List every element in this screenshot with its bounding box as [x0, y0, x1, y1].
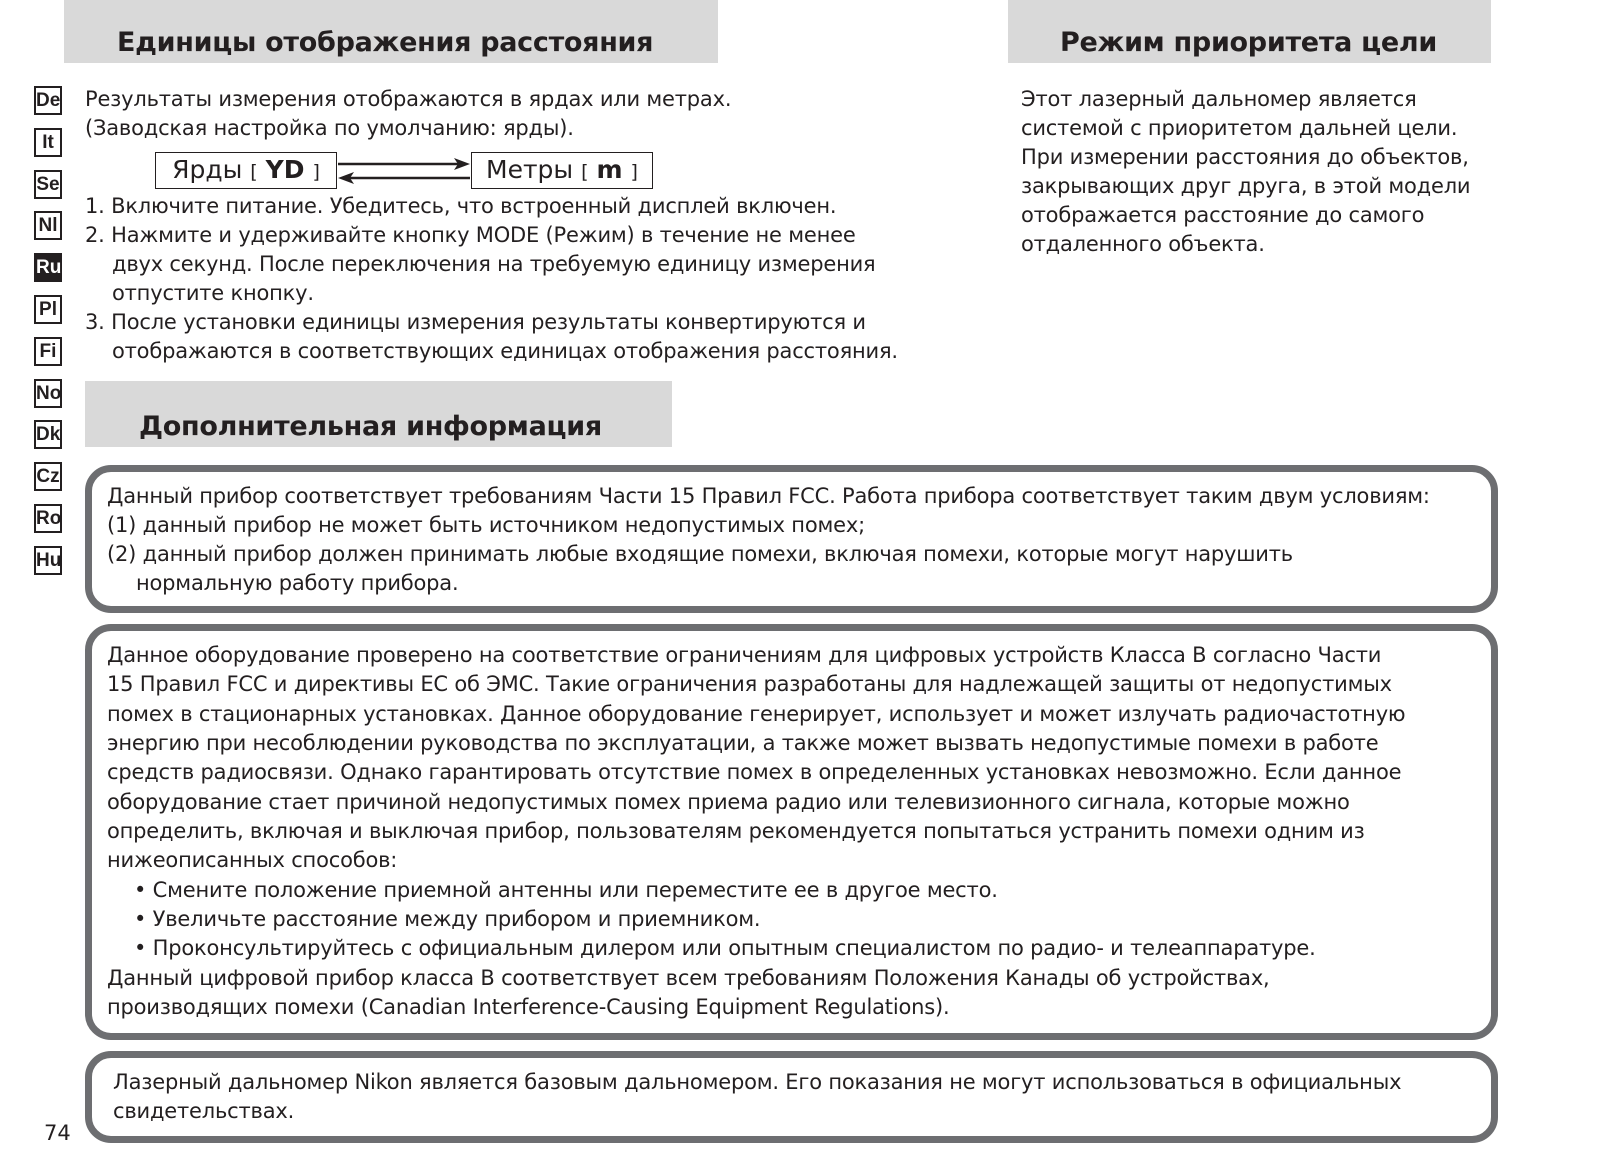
fcc-line-3: (2) данный прибор должен принимать любые входящие помехи, включая помехи, которые могут нарушить [107, 542, 1293, 566]
priority-line-5: отображается расстояние до самого [1021, 203, 1425, 227]
units-step-3: 3. После установки единицы измерения результаты конвертируются и [85, 310, 866, 334]
units-step-3-cont: отображаются в соответствующих единицах отображения расстояния. [112, 339, 898, 363]
emc-line-4: энергию при несоблюдении руководства по эксплуатации, а также может вызвать недопустимые помехи в работе [107, 731, 1379, 755]
yards-label: Ярды [172, 155, 243, 184]
emc-canada-line-1: Данный цифровой прибор класса B соответствует всем требованиям Положения Канады об устройствах, [107, 966, 1270, 990]
lang-tab-cz: Cz [34, 462, 62, 491]
yards-symbol: YD [265, 155, 305, 184]
lang-tab-ro: Ro [34, 504, 62, 533]
lang-tab-pl: Pl [34, 295, 62, 324]
yards-unit-box [155, 152, 337, 189]
fcc-line-1: Данный прибор соответствует требованиям Части 15 Правил FCC. Работа прибора соответствует таким двум условиям: [107, 484, 1430, 508]
meters-label: Метры [486, 155, 574, 184]
meters-bracket-close: ] [630, 161, 638, 183]
units-step-2-cont-2: отпустите кнопку. [112, 281, 314, 305]
priority-line-4: закрывающих друг друга, в этой модели [1021, 174, 1471, 198]
lang-tab-ru: Ru [34, 253, 62, 282]
priority-line-2: системой с приоритетом дальней цели. [1021, 116, 1458, 140]
meters-symbol: m [596, 155, 623, 184]
priority-line-1: Этот лазерный дальномер является [1021, 87, 1417, 111]
units-step-2-cont-1: двух секунд. После переключения на требуемую единицу измерения [112, 252, 876, 276]
emc-line-5: средств радиосвязи. Однако гарантировать отсутствие помех в определенных установках невозможно. Если данное [107, 760, 1402, 784]
priority-line-3: При измерении расстояния до объектов, [1021, 145, 1469, 169]
yards-bracket-open: [ [250, 161, 258, 183]
emc-line-7: определить, включая и выключая прибор, пользователям рекомендуется попытаться устранить помехи одним из [107, 819, 1365, 843]
emc-line-1: Данное оборудование проверено на соответствие ограничениям для цифровых устройств Класса B согласно Части [107, 643, 1382, 667]
emc-line-6: оборудование стает причиной недопустимых помех приема радио или телевизионного сигнала, которые можно [107, 790, 1350, 814]
units-intro-line-1: Результаты измерения отображаются в ярдах или метрах. [85, 87, 732, 111]
units-step-2: 2. Нажмите и удерживайте кнопку MODE (Режим) в течение не менее [85, 223, 856, 247]
nikon-line-1: Лазерный дальномер Nikon является базовым дальномером. Его показания не могут использоваться в официальных [113, 1070, 1402, 1094]
units-step-1: 1. Включите питание. Убедитесь, что встроенный дисплей включен. [85, 194, 837, 218]
units-intro-line-2: (Заводская настройка по умолчанию: ярды). [85, 116, 574, 140]
nikon-notice-box [85, 1051, 1498, 1143]
emc-line-3: помех в стационарных установках. Данное оборудование генерирует, использует и может излучать радиочастотную [107, 702, 1406, 726]
nikon-line-2: свидетельствах. [113, 1099, 295, 1123]
meters-unit-box [471, 152, 653, 189]
emc-bullet-1: • Смените положение приемной антенны или переместите ее в другое место. [134, 878, 998, 902]
fcc-line-4: нормальную работу прибора. [136, 571, 459, 595]
emc-bullet-3: • Проконсультируйтесь с официальным дилером или опытным специалистом по радио- и телеаппаратуре. [134, 936, 1316, 960]
priority-section-title: Режим приоритета цели [1060, 27, 1438, 58]
emc-line-2: 15 Правил FCC и директивы ЕС об ЭМС. Такие ограничения разработаны для надлежащей защиты от недопустимых [107, 672, 1392, 696]
meters-bracket-open: [ [581, 161, 589, 183]
lang-tab-hu: Hu [34, 546, 62, 575]
lang-tab-it: It [34, 128, 62, 157]
emc-bullet-2: • Увеличьте расстояние между прибором и приемником. [134, 907, 761, 931]
swap-arrows-icon [336, 154, 472, 188]
additional-section-title: Дополнительная информация [139, 411, 602, 442]
page-number: 74 [44, 1121, 71, 1145]
units-section-title: Единицы отображения расстояния [117, 27, 654, 58]
lang-tab-de: De [34, 86, 62, 115]
priority-line-6: отдаленного объекта. [1021, 232, 1265, 256]
lang-tab-no: No [34, 379, 62, 408]
lang-tab-nl: Nl [34, 211, 62, 240]
emc-line-8: нижеописанных способов: [107, 848, 398, 872]
lang-tab-dk: Dk [34, 420, 62, 449]
emc-canada-line-2: производящих помехи (Canadian Interference-Causing Equipment Regulations). [107, 995, 950, 1019]
fcc-line-2: (1) данный прибор не может быть источником недопустимых помех; [107, 513, 865, 537]
lang-tab-se: Se [34, 170, 62, 199]
lang-tab-fi: Fi [34, 337, 62, 366]
yards-bracket-close: ] [312, 161, 320, 183]
